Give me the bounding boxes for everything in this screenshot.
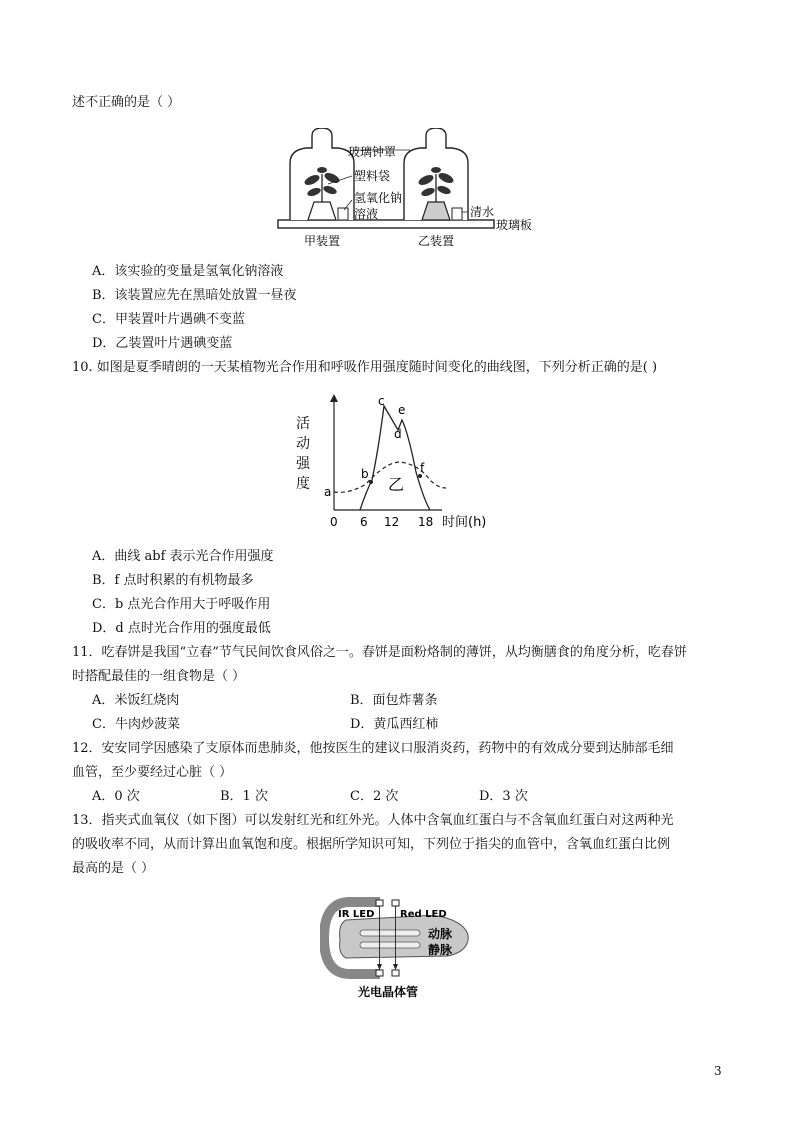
q13-stem-line3: 最高的是（ ） <box>72 861 155 876</box>
q9-option-c: C．甲装置叶片遇碘不变蓝 <box>92 312 245 327</box>
label-device-b: 乙装置 <box>418 234 455 248</box>
x-tick-0: 0 <box>330 515 338 529</box>
point-f: f <box>420 461 425 475</box>
y-label-4: 度 <box>296 476 310 492</box>
q11-stem-line2: 时搭配最佳的一组食物是（ ） <box>72 669 246 684</box>
point-b: b <box>361 467 369 481</box>
ir-led-label: IR LED <box>338 909 375 920</box>
q11-option-c: C．牛肉炒菠菜 <box>92 717 180 732</box>
q10-option-b: B．f 点时积累的有机物最多 <box>92 573 254 588</box>
page-number: 3 <box>714 1064 722 1078</box>
q9-option-d: D．乙装置叶片遇碘变蓝 <box>92 336 233 351</box>
region-label: 乙 <box>388 475 405 494</box>
q10-stem: 10. 如图是夏季晴朗的一天某植物光合作用和呼吸作用强度随时间变化的曲线图，下列分析正确的是( ) <box>72 360 658 375</box>
y-label-2: 动 <box>296 436 310 452</box>
q10-option-c: C．b 点光合作用大于呼吸作用 <box>92 597 271 612</box>
label-water: 清水 <box>470 205 495 219</box>
point-d: d <box>394 427 402 441</box>
label-device-a: 甲装置 <box>304 234 341 248</box>
q12-stem-line1: 12．安安同学因感染了支原体而患肺炎，他按医生的建议口服消炎药，药物中的有效成分要到达肺部毛细 <box>72 741 674 756</box>
point-c: c <box>378 394 385 408</box>
vein-label: 静脉 <box>428 943 453 957</box>
x-tick-18: 18 <box>418 515 434 529</box>
q10-option-d: D．d 点时光合作用的强度最低 <box>92 621 271 636</box>
q9-figure <box>270 128 540 250</box>
photosynthesis-curve <box>360 406 430 510</box>
x-tick-12: 12 <box>384 515 400 529</box>
q9-option-b: B．该装置应先在黑暗处放置一昼夜 <box>92 288 297 303</box>
q10-figure <box>290 392 506 536</box>
q11-stem-line1: 11．吃春饼是我国“立春”节气民间饮食风俗之一。春饼是面粉烙制的薄饼，从均衡膳食的角度分析，吃春饼 <box>72 645 687 660</box>
q13-stem-line1: 13．指夹式血氧仪（如下图）可以发射红光和红外光。人体中含氧血红蛋白与不含氧血红蛋白对这两种光 <box>72 813 674 828</box>
point-a: a <box>324 485 332 499</box>
label-glass-plate: 玻璃板 <box>496 218 533 232</box>
point-e: e <box>398 403 406 417</box>
q9-stem-tail: 述不正确的是（ ） <box>72 95 181 110</box>
q12-option-b: B．1 次 <box>220 789 268 804</box>
q12-option-d: D．3 次 <box>479 789 528 804</box>
x-label: 时间(h) <box>442 515 487 530</box>
q11-option-b: B．面包炸薯条 <box>350 693 438 708</box>
q13-stem-line2: 的吸收率不同，从而计算出血氧饱和度。根据所学知识可知，下列位于指尖的血管中，含氧血红蛋白比例 <box>72 837 671 852</box>
label-naoh-1: 氢氧化钠 <box>354 191 403 205</box>
label-plastic-bag: 塑料袋 <box>354 169 391 183</box>
x-tick-6: 6 <box>360 515 368 529</box>
red-led-label: Red LED <box>400 909 447 920</box>
q10-option-a: A．曲线 abf 表示光合作用强度 <box>92 549 274 564</box>
q12-stem-line2: 血管，至少要经过心脏（ ） <box>72 765 233 780</box>
label-naoh-2: 溶液 <box>354 207 379 221</box>
label-bell-jar: 玻璃钟罩 <box>348 145 397 159</box>
q13-figure <box>320 896 480 1002</box>
q12-option-a: A．0 次 <box>92 789 140 804</box>
q12-option-c: C．2 次 <box>350 789 399 804</box>
figure-caption: 光电晶体管 <box>358 985 419 999</box>
q11-option-a: A．米饭红烧肉 <box>92 693 180 708</box>
y-label-1: 活 <box>296 416 310 432</box>
glass-plate <box>278 220 494 228</box>
q11-option-d: D．黄瓜西红柿 <box>350 717 439 732</box>
q9-option-a: A．该实验的变量是氢氧化钠溶液 <box>92 264 284 279</box>
y-label-3: 强 <box>296 456 310 472</box>
artery-label: 动脉 <box>428 927 453 941</box>
